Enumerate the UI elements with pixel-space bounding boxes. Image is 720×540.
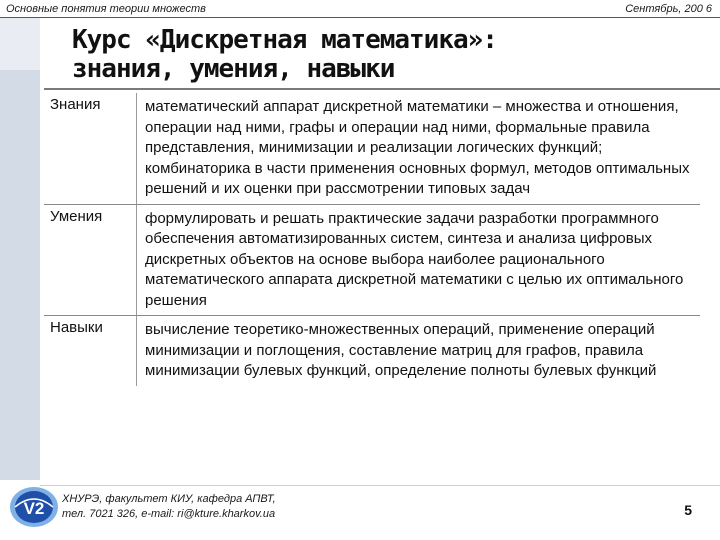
footer-line-1: ХНУРЭ, факультет КИУ, кафедра АПВТ,	[62, 493, 276, 505]
sidebar-band	[0, 70, 40, 480]
university-globe-logo-icon	[8, 483, 60, 529]
skills-table	[44, 93, 700, 386]
table-row	[44, 204, 700, 316]
logo-text: V2	[23, 499, 45, 518]
row-text: математический аппарат дискретной математики – множества и отношения, операции над ними, графы и операции над ними, формальные правила представления, минимизации и реализации логических функций; комбинаторика в части применения основных формул, методов оптимальных решений и их оценки при рассмотрении типовых задач	[137, 93, 701, 204]
table-row	[44, 316, 700, 386]
header-left-text: Основные понятия теории множеств	[6, 3, 206, 15]
slide-title-line-1: Курс «Дискретная математика»:	[72, 25, 497, 55]
footer-line-2: тел. 7021 326, e-mail: ri@kture.kharkov.ua	[62, 508, 276, 520]
row-label: Умения	[44, 204, 137, 316]
row-label: Знания	[44, 93, 137, 204]
header-divider	[0, 17, 720, 18]
slide-title-line-2: знания, умения, навыки	[72, 54, 395, 84]
table-row	[44, 93, 700, 204]
slide-title	[72, 26, 692, 84]
sidebar-band-top	[0, 18, 40, 70]
header-right-date: Сентябрь, 200 6	[625, 3, 712, 15]
title-divider	[44, 88, 720, 90]
row-text: вычисление теоретико-множественных операций, применение операций минимизации и поглощения, составление матриц для графов, правила минимизации булевых функций, определение полноты булевых функций	[137, 316, 701, 386]
footer-divider	[40, 485, 720, 486]
page-number: 5	[684, 502, 692, 518]
row-label: Навыки	[50, 319, 103, 336]
row-text: формулировать и решать практические задачи разработки программного обеспечения автоматизированных систем, синтеза и анализа цифровых дискретных объектов на основе выбора наиболее рационального математического аппарата дискретной математики с целью их оптимального решения	[137, 204, 701, 316]
footer-contact	[62, 492, 276, 522]
